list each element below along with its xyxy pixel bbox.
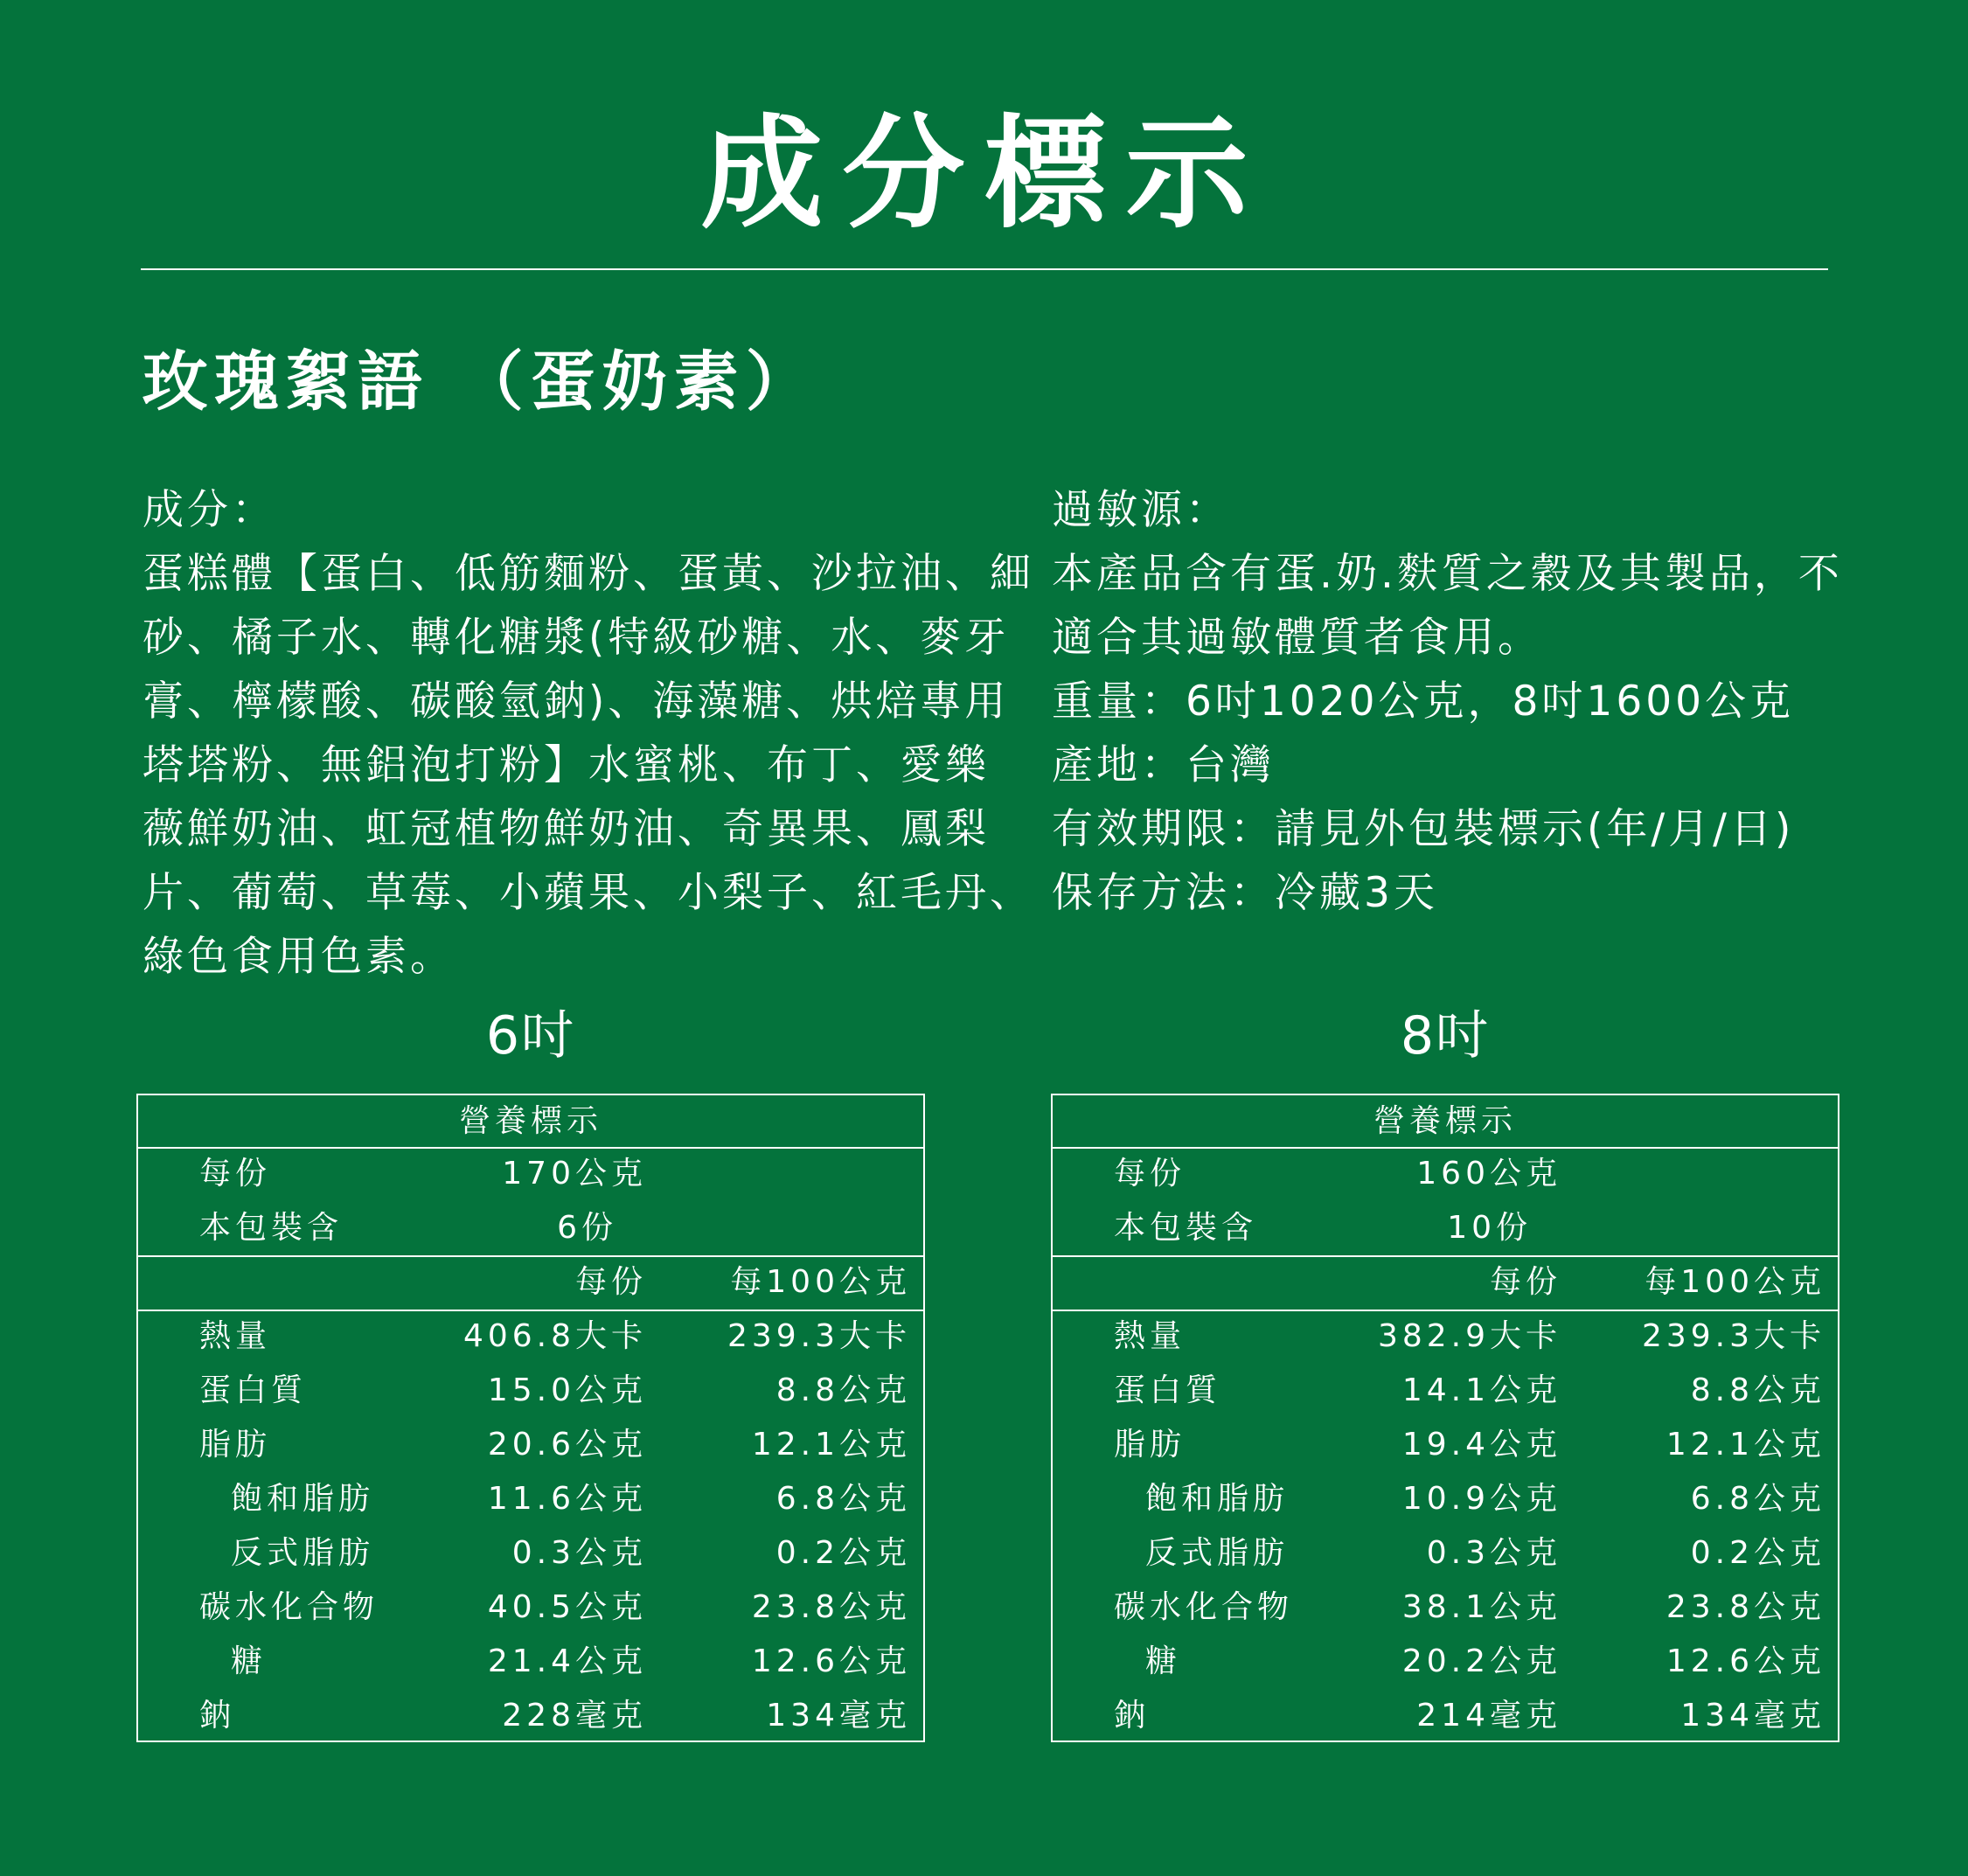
column-header-per-100g: 每100公克 <box>730 1264 911 1300</box>
nutrient-value-per-serving: 20.6公克 <box>487 1427 647 1463</box>
table-row <box>1053 1364 1838 1418</box>
nutrient-label: 碳水化合物 <box>1114 1589 1294 1625</box>
nutrient-value-per-100g: 0.2公克 <box>775 1535 911 1571</box>
table-row <box>138 1364 923 1418</box>
serving-size-value: 160公克 <box>1416 1156 1561 1192</box>
ingredients-line: 綠色食用色素。 <box>143 933 455 981</box>
nutrient-label: 反式脂肪 <box>1145 1535 1290 1571</box>
column-header-per-100g: 每100公克 <box>1645 1264 1825 1300</box>
ingredients-line: 膏、檸檬酸、碳酸氫鈉)、海藻糖、烘焙專用 <box>143 677 1010 726</box>
nutrition-table-6-inch <box>136 1094 925 1742</box>
nutrient-value-per-100g: 12.1公克 <box>1665 1427 1825 1463</box>
servings-per-package-value: 6份 <box>557 1210 617 1246</box>
ingredients-section <box>143 478 1034 989</box>
nutrient-label: 鈉 <box>1114 1698 1151 1734</box>
table-row <box>1053 1310 1838 1364</box>
nutrient-value-per-100g: 239.3大卡 <box>1641 1318 1825 1354</box>
page-title: 成分標示 <box>700 103 1268 246</box>
nutrient-value-per-100g: 23.8公克 <box>1665 1589 1825 1625</box>
nutrient-value-per-serving: 19.4公克 <box>1401 1427 1561 1463</box>
table-row <box>138 1201 923 1257</box>
nutrient-value-per-100g: 8.8公克 <box>775 1372 911 1408</box>
table-row <box>138 1635 923 1689</box>
size-label-8-inch: 8吋 <box>1400 1005 1491 1067</box>
nutrient-value-per-serving: 228毫克 <box>502 1698 647 1734</box>
nutrient-value-per-serving: 406.8大卡 <box>462 1318 647 1354</box>
table-row <box>1053 1201 1838 1257</box>
nutrient-value-per-serving: 0.3公克 <box>1426 1535 1561 1571</box>
nutrient-value-per-serving: 20.2公克 <box>1401 1643 1561 1679</box>
serving-size-value: 170公克 <box>502 1156 647 1192</box>
nutrient-label: 反式脂肪 <box>231 1535 375 1571</box>
nutrient-value-per-serving: 214毫克 <box>1416 1698 1561 1734</box>
table-row <box>138 1689 923 1743</box>
nutrition-table-header: 營養標示 <box>1053 1095 1838 1149</box>
nutrient-value-per-serving: 38.1公克 <box>1401 1589 1561 1625</box>
nutrient-label: 蛋白質 <box>1114 1372 1222 1408</box>
nutrition-table-8-inch <box>1051 1094 1839 1742</box>
nutrient-value-per-100g: 0.2公克 <box>1690 1535 1825 1571</box>
origin-line: 產地：台灣 <box>1052 741 1275 789</box>
nutrient-label: 碳水化合物 <box>199 1589 379 1625</box>
nutrient-value-per-100g: 6.8公克 <box>1690 1481 1825 1517</box>
nutrition-table-header: 營養標示 <box>138 1095 923 1149</box>
ingredients-heading: 成分： <box>143 486 276 534</box>
table-row <box>138 1147 923 1201</box>
ingredients-line: 砂、橘子水、轉化糖漿(特級砂糖、水、麥牙 <box>143 614 1010 662</box>
size-label-6-inch: 6吋 <box>485 1005 576 1067</box>
nutrient-value-per-100g: 6.8公克 <box>775 1481 911 1517</box>
nutrient-value-per-serving: 10.9公克 <box>1401 1481 1561 1517</box>
nutrient-label: 飽和脂肪 <box>1145 1481 1290 1517</box>
table-row <box>1053 1526 1838 1581</box>
table-row <box>1053 1418 1838 1472</box>
table-row <box>1053 1255 1838 1311</box>
table-row <box>1053 1635 1838 1689</box>
nutrient-value-per-100g: 12.1公克 <box>751 1427 911 1463</box>
nutrient-label: 飽和脂肪 <box>231 1481 375 1517</box>
serving-size-label: 每份 <box>1114 1156 1186 1192</box>
nutrient-value-per-100g: 134毫克 <box>766 1698 911 1734</box>
column-header-per-serving: 每份 <box>574 1264 647 1300</box>
nutrient-label: 脂肪 <box>199 1427 272 1463</box>
table-row <box>1053 1147 1838 1201</box>
nutrient-label: 糖 <box>1145 1643 1182 1679</box>
nutrient-label: 熱量 <box>199 1318 272 1354</box>
storage-line: 保存方法：冷藏3天 <box>1052 869 1438 917</box>
serving-size-label: 每份 <box>199 1156 272 1192</box>
nutrient-value-per-100g: 134毫克 <box>1680 1698 1825 1734</box>
servings-per-package-value: 10份 <box>1447 1210 1532 1246</box>
table-row <box>1053 1472 1838 1526</box>
nutrient-label: 鈉 <box>199 1698 236 1734</box>
allergens-line: 適合其過敏體質者食用。 <box>1052 614 1542 662</box>
table-row <box>138 1255 923 1311</box>
title-divider <box>141 268 1828 270</box>
ingredients-line: 片、葡萄、草莓、小蘋果、小梨子、紅毛丹、 <box>143 869 1034 917</box>
nutrient-value-per-serving: 15.0公克 <box>487 1372 647 1408</box>
table-row <box>138 1526 923 1581</box>
column-header-per-serving: 每份 <box>1489 1264 1561 1300</box>
table-row <box>138 1418 923 1472</box>
ingredients-line: 塔塔粉、無鋁泡打粉】水蜜桃、布丁、愛樂 <box>143 741 990 789</box>
table-row <box>138 1310 923 1364</box>
nutrient-value-per-100g: 12.6公克 <box>1665 1643 1825 1679</box>
table-row <box>138 1472 923 1526</box>
expiry-line: 有效期限：請見外包裝標示(年/月/日) <box>1052 805 1795 853</box>
nutrient-value-per-serving: 0.3公克 <box>511 1535 647 1571</box>
allergens-line: 本產品含有蛋.奶.麩質之穀及其製品，不 <box>1052 550 1843 598</box>
table-row <box>1053 1689 1838 1743</box>
nutrient-value-per-serving: 382.9大卡 <box>1377 1318 1561 1354</box>
nutrient-label: 脂肪 <box>1114 1427 1186 1463</box>
table-row <box>138 1581 923 1635</box>
nutrient-label: 熱量 <box>1114 1318 1186 1354</box>
nutrient-value-per-100g: 23.8公克 <box>751 1589 911 1625</box>
product-name: 玫瑰絮語 （蛋奶素） <box>143 344 817 420</box>
ingredients-line: 薇鮮奶油、虹冠植物鮮奶油、奇異果、鳳梨 <box>143 805 990 853</box>
nutrient-label: 糖 <box>231 1643 268 1679</box>
table-row <box>1053 1581 1838 1635</box>
weight-line: 重量：6吋1020公克，8吋1600公克 <box>1052 677 1795 726</box>
allergens-section <box>1052 478 1843 925</box>
servings-per-package-label: 本包裝含 <box>1114 1210 1258 1246</box>
nutrient-value-per-serving: 11.6公克 <box>487 1481 647 1517</box>
nutrient-value-per-serving: 40.5公克 <box>487 1589 647 1625</box>
nutrient-value-per-100g: 239.3大卡 <box>727 1318 911 1354</box>
nutrient-value-per-100g: 12.6公克 <box>751 1643 911 1679</box>
nutrient-value-per-serving: 14.1公克 <box>1401 1372 1561 1408</box>
servings-per-package-label: 本包裝含 <box>199 1210 344 1246</box>
ingredients-line: 蛋糕體【蛋白、低筋麵粉、蛋黃、沙拉油、細 <box>143 550 1034 598</box>
nutrient-label: 蛋白質 <box>199 1372 308 1408</box>
nutrient-value-per-serving: 21.4公克 <box>487 1643 647 1679</box>
allergens-heading: 過敏源： <box>1052 486 1230 534</box>
nutrient-value-per-100g: 8.8公克 <box>1690 1372 1825 1408</box>
